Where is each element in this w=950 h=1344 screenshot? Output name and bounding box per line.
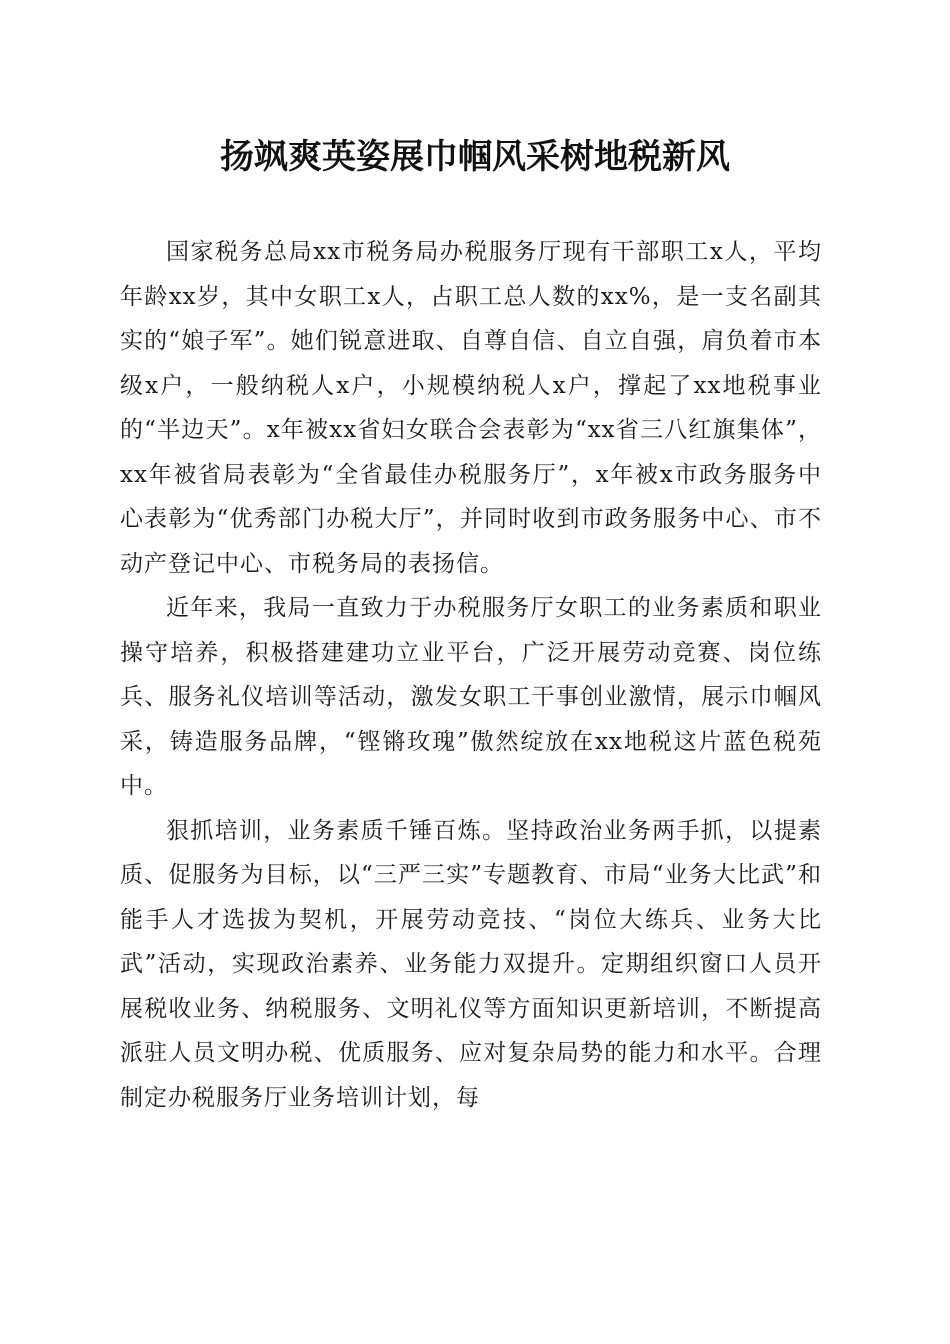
paragraph-intro: 国家税务总局xx市税务局办税服务厅现有干部职工x人，平均年龄xx岁，其中女职工x人，占职工总人数的xx%，是一支名副其实的“娘子军”。她们锐意进取、自尊自信、自立自强，肩负着市本级x户，一般纳税人x户，小规模纳税人x户，撑起了xx地税事业的“半边天”。x年被xx省妇女联合会表彰为“xx省三八红旗集体”，xx年被省局表彰为“全省最佳办税服务厅”，x年被x市政务服务中心表彰为“优秀部门办税大厅”，并同时收到市政务服务中心、市不动产登记中心、市税务局的表扬信。 bbox=[120, 239, 822, 577]
paragraph-training: 狠抓培训，业务素质千锤百炼。坚持政治业务两手抓，以提素质、促服务为目标，以“三严三实”专题教育、市局“业务大比武”和能手人才选拔为契机，开展劳动竞技、“岗位大练兵、业务大比武”活动，实现政治素养、业务能力双提升。定期组织窗口人员开展税收业务、纳税服务、文明礼仪等方面知识更新培训，不断提高派驻人员文明办税、优质服务、应对复杂局势的能力和水平。合理制定办税服务厅业务培训计划，每 bbox=[120, 817, 822, 1111]
document-title: 扬飒爽英姿展巾帼风采树地税新风 bbox=[220, 137, 730, 177]
document-body bbox=[120, 230, 822, 1120]
paragraph-recent-years: 近年来，我局一直致力于办税服务厅女职工的业务素质和职业操守培养，积极搭建建功立业平台，广泛开展劳动竞赛、岗位练兵、服务礼仪培训等活动，激发女职工干事创业激情，展示巾帼风采，铸造服务品牌，“铿锵玫瑰”傲然绽放在xx地税这片蓝色税苑中。 bbox=[120, 595, 822, 799]
